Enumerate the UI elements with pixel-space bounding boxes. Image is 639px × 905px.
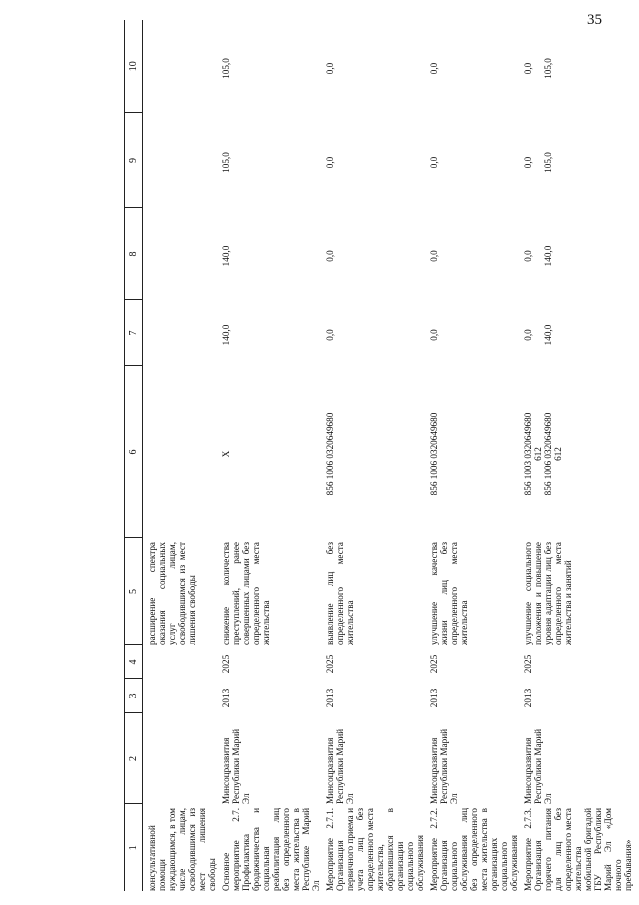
- cell-amount-7: 0,0: [429, 329, 439, 341]
- cell-budget-code: 856 1003 0320649680 612 856 1006 0320649680 612: [523, 412, 563, 496]
- cell-expected-result: выявление лиц без определенного места жительства: [325, 542, 355, 645]
- cell-measure-name: консультативной помощи нуждающимся, в том числе лицам, освободившимся из мест лишения свободы: [147, 808, 217, 891]
- cell-amount-8: 0,0: [429, 250, 439, 262]
- cell-amount-9: 0,0: [325, 156, 335, 169]
- cell-executor: Минсоцразвития Республики Марий Эл: [325, 728, 355, 804]
- cell-end-year: [143, 645, 218, 679]
- cell-executor: [143, 713, 218, 804]
- cell-end-year: 2025: [429, 654, 439, 674]
- cell-end-year: 2025: [221, 654, 231, 674]
- cell-expected-result: расширение спектра оказания социальных услуг лицам, освободившимся из мест лишения свободы: [147, 542, 197, 645]
- cell-executor: Минсоцразвития Республики Марий Эл: [523, 728, 553, 804]
- column-header-6: 6: [125, 366, 143, 538]
- page-number: 35: [587, 12, 602, 28]
- cell-measure-name: Мероприятие 2.7.3. Организация горячего питания для лиц без определенного места жительства мобильной бригадой ГБУ Республики Марий Эл «Дом ночного пребывания»: [523, 808, 633, 891]
- cell-executor: Минсоцразвития Республики Марий Эл: [221, 728, 251, 804]
- column-header-5: 5: [125, 538, 143, 645]
- column-header-10: 10: [125, 20, 143, 113]
- cell-start-year: 2013: [325, 688, 335, 708]
- cell-amount-7: 0,0: [325, 329, 335, 341]
- cell-start-year: 2013: [429, 688, 439, 708]
- cell-amount-7: 0,0 140,0: [523, 324, 553, 346]
- cell-amount-9: 0,0: [429, 156, 439, 169]
- cell-expected-result: улучшение социального положения и повышение уровня адаптации лиц без определенного места жительства и занятий: [523, 542, 573, 645]
- column-header-7: 7: [125, 300, 143, 366]
- cell-amount-10: [143, 20, 218, 113]
- cell-amount-10: 105,0: [221, 58, 231, 79]
- table-row: [217, 20, 321, 891]
- cell-budget-code: X: [221, 450, 231, 458]
- cell-start-year: 2013: [221, 688, 231, 708]
- table-row: [519, 20, 633, 891]
- column-number-row: [125, 20, 143, 891]
- cell-expected-result: снижение количества преступлений, ранее совершенных лицами без определенного места жительства: [221, 542, 271, 645]
- column-header-1: 1: [125, 804, 143, 891]
- cell-amount-7: [143, 300, 218, 366]
- cell-amount-10: 0,0: [429, 62, 439, 75]
- cell-budget-code: 856 1006 0320649680: [429, 412, 439, 496]
- cell-measure-name: Мероприятие 2.7.1. Организация первичного приема и учета лиц без определенного места жительства, обратившихся в организации социального обслуживания: [325, 808, 425, 891]
- cell-amount-9: 0,0 105,0: [523, 152, 553, 173]
- cell-amount-8: 140,0: [221, 245, 231, 267]
- cell-amount-8: 0,0: [325, 250, 335, 262]
- column-header-3: 3: [125, 679, 143, 713]
- cell-budget-code: [143, 366, 218, 538]
- cell-amount-8: 0,0 140,0: [523, 245, 553, 267]
- cell-start-year: [143, 679, 218, 713]
- table-row: [321, 20, 425, 891]
- cell-budget-code: 856 1006 0320649680: [325, 412, 335, 496]
- column-header-8: 8: [125, 208, 143, 300]
- cell-measure-name: Мероприятие 2.7.2. Организация социального обслуживания лиц без определенного места жительства в организациях социального обслуживания: [429, 808, 519, 891]
- cell-end-year: 2025: [523, 654, 533, 674]
- column-header-4: 4: [125, 645, 143, 679]
- cell-amount-7: 140,0: [221, 324, 231, 346]
- cell-amount-8: [143, 208, 218, 300]
- cell-amount-9: 105,0: [221, 152, 231, 173]
- program-table: [124, 20, 633, 891]
- cell-amount-10: 0,0 105,0: [523, 58, 553, 79]
- table-row: [425, 20, 519, 891]
- column-header-9: 9: [125, 113, 143, 208]
- column-header-2: 2: [125, 713, 143, 804]
- cell-start-year: 2013: [523, 688, 533, 708]
- cell-measure-name: Основное мероприятие 2.7. Профилактика бродяжничества и социальная реабилитация лиц без определенного места жительства в Республике Марий Эл: [221, 808, 321, 891]
- cell-executor: Минсоцразвития Республики Марий Эл: [429, 728, 459, 804]
- cell-amount-9: [143, 113, 218, 208]
- table-row: [143, 20, 218, 891]
- cell-end-year: 2025: [325, 654, 335, 674]
- cell-expected-result: улучшение качества жизни лиц без определенного места жительства: [429, 542, 469, 645]
- cell-amount-10: 0,0: [325, 62, 335, 75]
